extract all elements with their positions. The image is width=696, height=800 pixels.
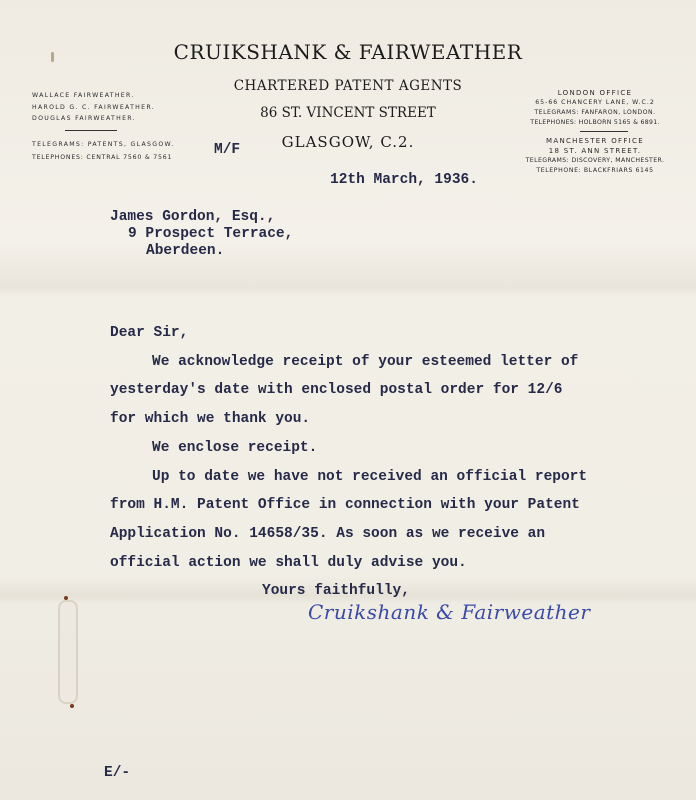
manchester-telegrams: TELEGRAMS: DISCOVERY, MANCHESTER.: [525, 157, 665, 164]
body-line: for which we thank you.: [110, 411, 311, 427]
manchester-address: 18 ST. ANN STREET.: [548, 147, 642, 155]
signature: Cruikshank & Fairweather: [308, 600, 591, 624]
divider: [580, 131, 628, 132]
body-line: official action we shall duly advise you.: [110, 555, 467, 571]
firm-street: 86 ST. VINCENT STREET: [260, 105, 436, 121]
firm-subtitle: CHARTERED PATENT AGENTS: [233, 78, 463, 94]
body-line: from H.M. Patent Office in connection with your Patent: [110, 497, 580, 513]
enclosure-mark: E/-: [104, 765, 131, 781]
salutation: Dear Sir,: [110, 325, 189, 341]
manchester-heading: MANCHESTER OFFICE: [546, 137, 644, 145]
partner: WALLACE FAIRWEATHER.: [32, 92, 135, 99]
london-office: [500, 88, 690, 128]
rust-mark: [64, 596, 68, 600]
divider: [65, 130, 117, 131]
london-address: 65-66 CHANCERY LANE, W.C.2: [535, 99, 655, 106]
london-heading: LONDON OFFICE: [557, 89, 633, 97]
manchester-office: [500, 136, 690, 176]
partner: HAROLD G. C. FAIRWEATHER.: [32, 104, 155, 111]
recipient-street: 9 Prospect Terrace,: [128, 226, 294, 242]
firm-city: GLASGOW, C.2.: [281, 133, 415, 151]
recipient-city: Aberdeen.: [146, 243, 225, 259]
telephones: TELEPHONES: CENTRAL 7560 & 7561: [32, 154, 173, 161]
recipient-name: James Gordon, Esq.,: [110, 209, 276, 225]
body-line: Application No. 14658/35. As soon as we receive an: [110, 526, 546, 542]
closing: Yours faithfully,: [262, 583, 410, 599]
date: 12th March, 1936.: [330, 172, 478, 188]
body-line: yesterday's date with enclosed postal order for 12/6: [110, 382, 563, 398]
body-line: We enclose receipt.: [152, 440, 318, 456]
punch-hole: [58, 600, 78, 704]
body-line: Up to date we have not received an official report: [152, 469, 588, 485]
partner: DOUGLAS FAIRWEATHER.: [32, 115, 136, 122]
manchester-telephone: TELEPHONE: BLACKFRIARS 6145: [536, 167, 654, 174]
london-telephones: TELEPHONES: HOLBORN 5165 & 6891.: [530, 119, 660, 126]
london-telegrams: TELEGRAMS: FANFARON, LONDON.: [534, 109, 656, 116]
rust-mark: [70, 704, 74, 708]
firm-name: CRUIKSHANK & FAIRWEATHER: [173, 40, 523, 64]
reference: M/F: [214, 142, 241, 158]
body-line: We acknowledge receipt of your esteemed letter of: [152, 354, 579, 370]
telegrams: TELEGRAMS: PATENTS, GLASGOW.: [32, 141, 175, 148]
